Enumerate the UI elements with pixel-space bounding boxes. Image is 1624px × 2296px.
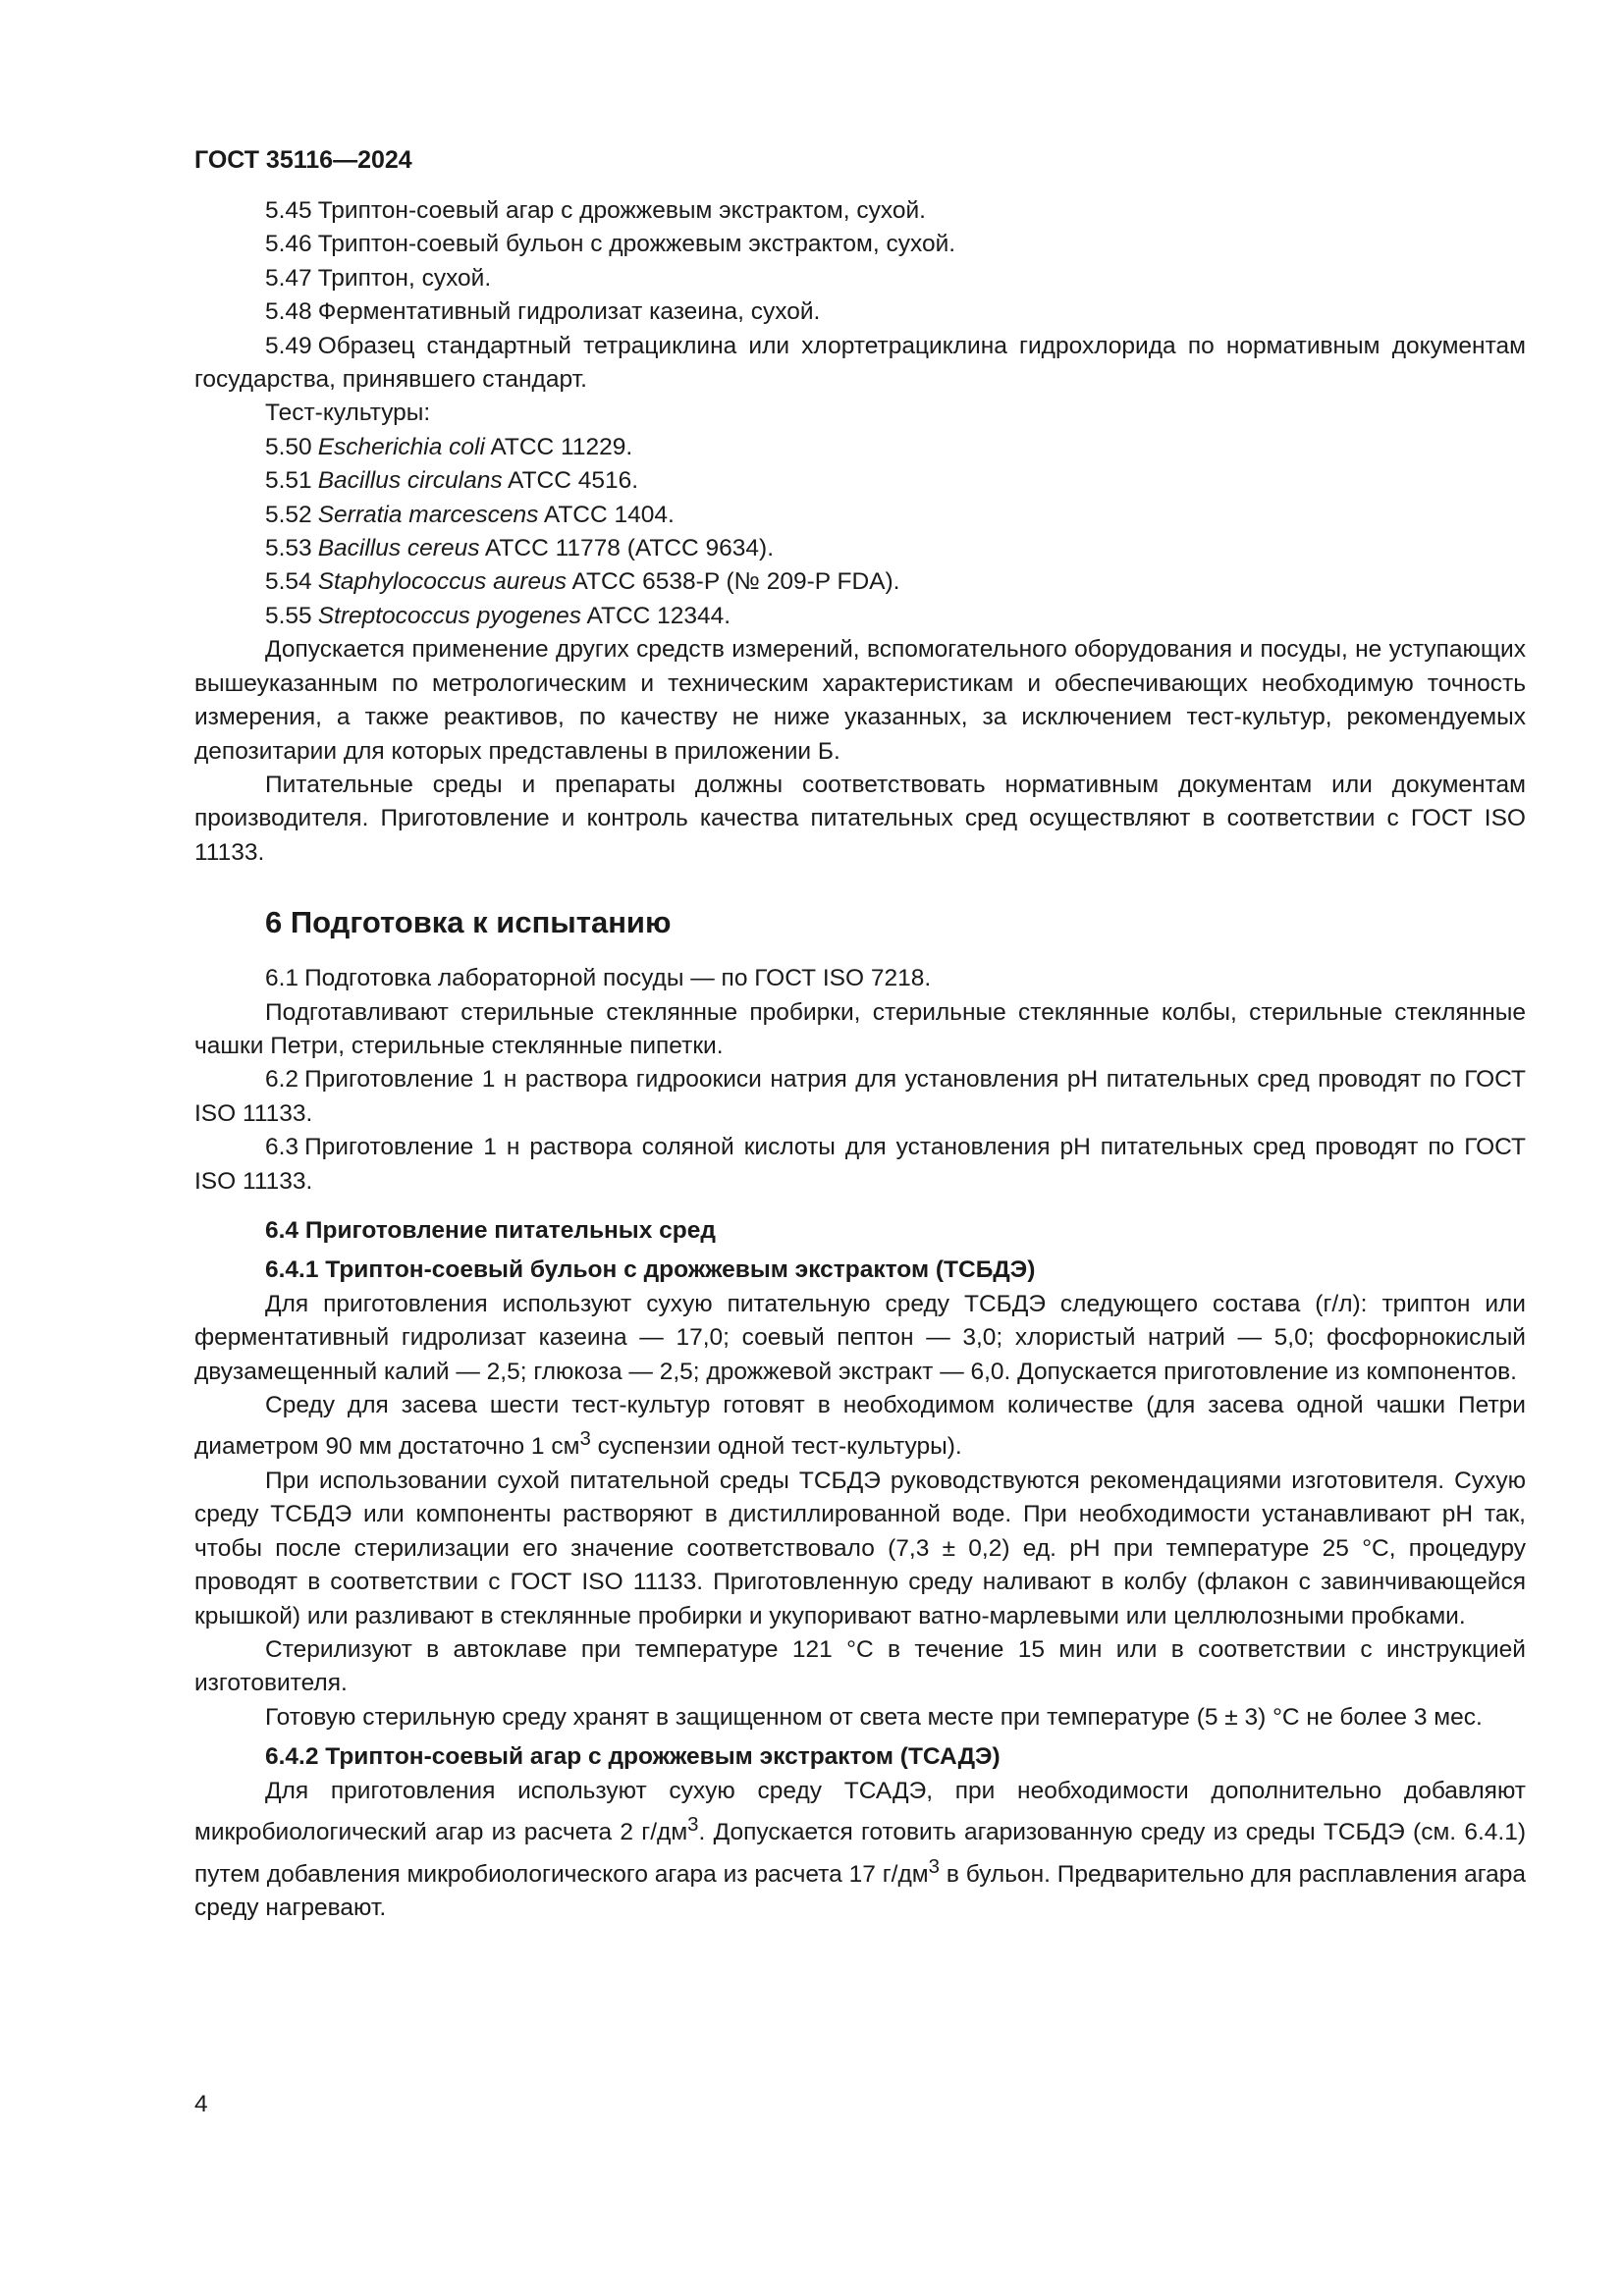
paragraph-6-4-1-composition: Для приготовления используют сухую питательную среду ТСБДЭ следующего состава (г/л): триптон или ферментативный гидролизат казеина — 17,0; соевый пептон — 3,0; хлористый натрий — 5,0; фосфорнокислый двузамещенный калий — 2,5; глюкоза — 2,5; дрожжевой экстракт — 6,0. Допускается приготовление из компонентов. — [194, 1290, 1526, 1385]
item-number: 5.46 — [265, 231, 312, 258]
item-text: Триптон-соевый бульон с дрожжевым экстрактом, сухой. — [317, 231, 956, 258]
paragraph-6-2 — [194, 1063, 1526, 1131]
document-header: ГОСТ 35116—2024 — [194, 146, 412, 174]
subsection-6-4-1-title: 6.4.1 Триптон-соевый бульон с дрожжевым экстрактом (ТСБДЭ) — [265, 1256, 1036, 1284]
item-number: 5.45 — [265, 197, 312, 224]
item-5-48 — [194, 295, 1526, 329]
section-6-title: 6 Подготовка к испытанию — [265, 905, 672, 940]
culture-name: Bacillus cereus — [317, 535, 480, 562]
culture-name: Streptococcus pyogenes — [317, 602, 581, 629]
item-5-49 — [194, 330, 1526, 398]
item-number: 5.52 — [265, 501, 312, 528]
item-text: Подготовка лабораторной посуды — по ГОСТ ISO 7218. — [304, 965, 932, 992]
paragraph-6-3 — [194, 1131, 1526, 1199]
culture-strain: ATCC 12344. — [581, 602, 731, 629]
subsection-6-4-title: 6.4 Приготовление питательных сред — [265, 1216, 716, 1244]
superscript: 3 — [687, 1814, 699, 1837]
item-number: 6.1 — [265, 965, 299, 992]
item-number: 5.54 — [265, 568, 312, 596]
paragraph-6-4-1-storage: Готовую стерильную среду хранят в защищенном от света месте при температуре (5 ± 3) °С не более 3 мес. — [265, 1703, 1483, 1731]
paragraph-6-4-1-preparation: При использовании сухой питательной среды ТСБДЭ руководствуются рекомендациями изготовителя. Сухую среду ТСБДЭ или компоненты растворяют в дистиллированной воде. При необходимости устанавливают pH так, чтобы после стерилизации его значение соответствовало (7,3 ± 0,2) ед. pH при температуре 25 °С, процедуру проводят в соответствии с ГОСТ ISO 11133. Приготовленную среду наливают в колбу (флакон с завинчивающейся крышкой) или разливают в стеклянные пробирки и укупоривают ватно-марлевыми или целлюлозными пробками. — [194, 1467, 1526, 1629]
text-part: . Допускается готовить агаризованную среду из среды ТСБДЭ (см. 6.4.1) путем добавления микробиологического агара из расчета 17 г/дм — [194, 1819, 1526, 1888]
test-cultures-label: Тест-культуры: — [265, 400, 431, 427]
document-page — [194, 143, 1526, 1926]
text-part: суспензии одной тест-культуры). — [590, 1433, 962, 1461]
item-5-46 — [194, 228, 1526, 261]
subsection-6-4-2-title: 6.4.2 Триптон-соевый агар с дрожжевым экстрактом (ТСАДЭ) — [265, 1743, 1001, 1771]
item-number: 5.50 — [265, 433, 312, 460]
culture-5-55 — [194, 600, 1526, 633]
culture-name: Staphylococcus aureus — [317, 568, 568, 596]
superscript: 3 — [928, 1855, 940, 1878]
item-number: 6.3 — [265, 1134, 299, 1161]
culture-strain: ATCC 6538-P (№ 209-P FDA). — [567, 568, 900, 596]
culture-strain: ATCC 11778 (ATCC 9634). — [479, 535, 775, 562]
item-number: 5.48 — [265, 298, 312, 326]
superscript: 3 — [579, 1428, 591, 1451]
culture-5-50 — [194, 431, 1526, 464]
item-5-47 — [194, 262, 1526, 295]
item-number: 5.51 — [265, 467, 312, 495]
item-number: 5.47 — [265, 264, 312, 292]
item-text: Приготовление 1 н раствора гидроокиси натрия для установления pH питательных сред проводят по ГОСТ ISO 11133. — [194, 1066, 1526, 1127]
item-number: 5.49 — [265, 332, 312, 359]
item-5-45 — [194, 194, 1526, 228]
item-text: Образец стандартный тетрациклина или хлортетрациклина гидрохлорида по нормативным документам государства, принявшего стандарт. — [194, 332, 1526, 394]
paragraph-nutrient-media: Питательные среды и препараты должны соответствовать нормативным документам или документам производителя. Приготовление и контроль качества питательных сред осуществляют в соответствии с ГОСТ ISO 11133. — [194, 771, 1526, 866]
culture-5-51 — [194, 464, 1526, 498]
culture-strain: ATCC 11229. — [484, 433, 633, 460]
item-text: Триптон, сухой. — [317, 264, 492, 292]
item-number: 6.2 — [265, 1066, 299, 1094]
item-text: Ферментативный гидролизат казеина, сухой. — [317, 298, 821, 326]
paragraph-6-1-detail: Подготавливают стерильные стеклянные пробирки, стерильные стеклянные колбы, стерильные стеклянные чашки Петри, стерильные стеклянные пипетки. — [194, 998, 1526, 1059]
item-text: Приготовление 1 н раствора соляной кислоты для установления pH питательных сред проводят по ГОСТ ISO 11133. — [194, 1134, 1526, 1195]
culture-strain: ATCC 1404. — [538, 501, 675, 528]
culture-name: Serratia marcescens — [317, 501, 539, 528]
paragraph-6-1 — [194, 962, 1526, 995]
text-part: Среду для засева шести тест-культур готовят в необходимом количестве (для засева одной чашки Петри диаметром 90 мм достаточно 1 см — [194, 1392, 1526, 1461]
item-text: Триптон-соевый агар с дрожжевым экстрактом, сухой. — [317, 197, 926, 224]
item-number: 5.53 — [265, 535, 312, 562]
text-part: Для приготовления используют сухую среду ТСАДЭ, при необходимости дополнительно добавляют микробиологический агар из расчета 2 г/дм — [194, 1777, 1526, 1846]
paragraph-allowed-alternatives: Допускается применение других средств измерений, вспомогательного оборудования и посуды, не уступающих вышеуказанным по метрологическим и техническим характеристикам и обеспечивающих необходимую точность измерения, а также реактивов, по качеству не ниже указанных, за исключением тест-культур, рекомендуемых депозитарии для которых представлены в приложении Б. — [194, 636, 1526, 765]
paragraph-6-4-2-preparation — [194, 1775, 1526, 1926]
culture-name: Escherichia coli — [317, 433, 485, 460]
culture-name: Bacillus circulans — [317, 467, 503, 495]
paragraph-6-4-1-sterilization: Стерилизуют в автоклаве при температуре 121 °С в течение 15 мин или в соответствии с инструкцией изготовителя. — [194, 1636, 1526, 1697]
culture-5-54 — [194, 565, 1526, 599]
text-part: в бульон. Предварительно для расплавления агара среду нагревают. — [194, 1860, 1526, 1922]
item-number: 5.55 — [265, 602, 312, 629]
paragraph-6-4-1-quantity — [194, 1389, 1526, 1465]
culture-strain: ATCC 4516. — [502, 467, 639, 495]
page-number: 4 — [194, 2091, 208, 2117]
culture-5-53 — [194, 532, 1526, 565]
culture-5-52 — [194, 499, 1526, 532]
